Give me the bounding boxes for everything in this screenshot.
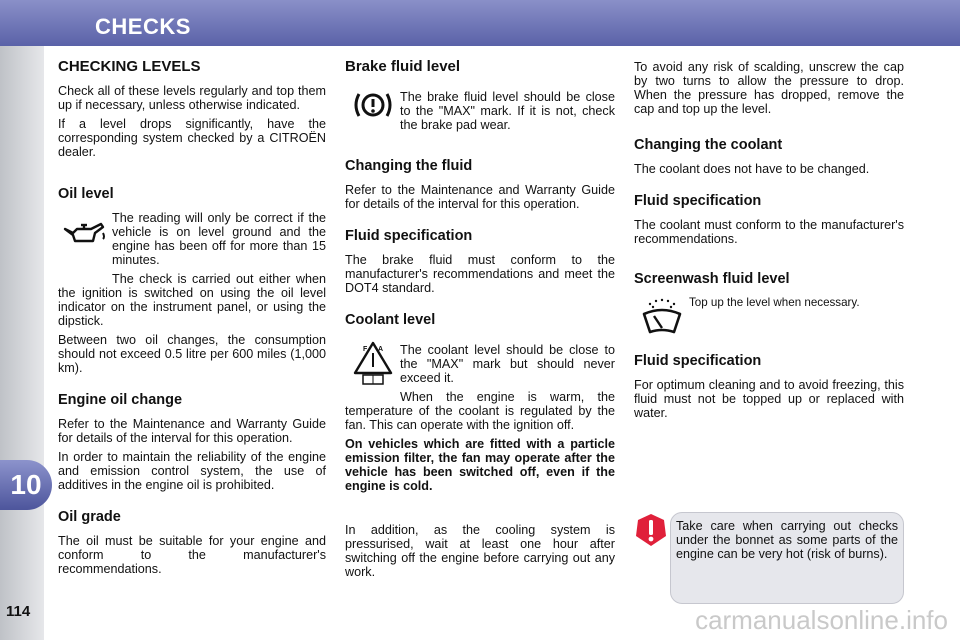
oil-level-paragraph-2: The check is carried out either when the ignition is switched on using the oil level indicator on the instrument panel, or using the dipstick.: [58, 272, 326, 328]
changing-fluid-paragraph: Refer to the Maintenance and Warranty Guide for details of the interval for this operation.: [345, 183, 615, 211]
chapter-tab: 10: [0, 460, 52, 510]
oil-level-paragraph-1: The reading will only be correct if the vehicle is on level ground and the engine has been off for more than 15 minutes.: [112, 211, 326, 267]
column-1: [58, 60, 326, 581]
oil-grade-paragraph: The oil must be suitable for your engine and conform to the manufacturer's recommendations.: [58, 534, 326, 576]
left-margin-band: [0, 46, 44, 640]
coolant-paragraph-2: When the engine is warm, the temperature of the coolant is regulated by the fan. This can operate with the ignition off.: [345, 390, 615, 432]
coolant-paragraph-1: The coolant level should be close to the "MAX" mark but should never exceed it.: [400, 343, 615, 385]
oil-level-paragraph-3: Between two oil changes, the consumption should not exceed 0.5 litre per 600 miles (1,000 km).: [58, 333, 326, 375]
engine-oil-paragraph-2: In order to maintain the reliability of the engine and emission control system, the use of additives in the engine oil is prohibited.: [58, 450, 326, 492]
brake-fluid-paragraph: The brake fluid level should be close to the "MAX" mark. If it is not, check the brake pad wear.: [400, 90, 615, 132]
watermark: carmanualsonline.info: [695, 605, 948, 635]
warning-text: Take care when carrying out checks under the bonnet as some parts of the engine can be very hot (risk of burns).: [676, 519, 898, 561]
scald-paragraph: To avoid any risk of scalding, unscrew the cap by two turns to allow the pressure to drop. When the pressure has dropped, remove the cap and top up the level.: [634, 60, 904, 116]
screenwash-spec-paragraph: For optimum cleaning and to avoid freezing, this fluid must not be topped up or replaced with water.: [634, 378, 904, 420]
column-2: [345, 60, 615, 584]
brake-fluid-spec-heading: Fluid specification: [345, 228, 473, 244]
page-header: [0, 0, 960, 46]
screenwash-block: [634, 296, 904, 338]
column-3: [634, 60, 904, 425]
oil-grade-heading: Oil grade: [58, 509, 121, 525]
coolant-bold-note: On vehicles which are fitted with a particle emission filter, the fan may operate after the vehicle has been switched off, even if the engine is cold.: [345, 437, 615, 493]
coolant-paragraph-3: In addition, as the cooling system is pressurised, wait at least one hour after switching off the engine before carrying out any work.: [345, 523, 615, 579]
engine-oil-change-heading: Engine oil change: [58, 392, 183, 408]
changing-coolant-paragraph: The coolant does not have to be changed.: [634, 162, 870, 176]
coolant-warning-icon: [345, 337, 400, 385]
oil-level-block: [58, 211, 326, 272]
brake-fluid-spec-paragraph: The brake fluid must conform to the manufacturer's recommendations and meet the DOT4 standard.: [345, 253, 615, 295]
checking-paragraph-1: Check all of these levels regularly and top them up if necessary, unless otherwise indicated.: [58, 84, 326, 112]
oil-can-icon: [58, 211, 112, 247]
page-title: CHECKS: [95, 14, 191, 39]
svg-text:F: F: [362, 346, 367, 353]
coolant-level-block: [345, 337, 615, 390]
screenwash-heading: Screenwash fluid level: [634, 271, 790, 287]
changing-coolant-heading: Changing the coolant: [634, 137, 783, 153]
checking-levels-heading: CHECKING LEVELS: [58, 58, 201, 75]
brake-fluid-block: [345, 84, 615, 137]
oil-level-heading: Oil level: [58, 186, 114, 202]
screenwash-icon: [634, 296, 689, 338]
page-number: 114: [6, 603, 31, 620]
checking-paragraph-2: If a level drops significantly, have the corresponding system checked by a CITROËN dealer.: [58, 117, 326, 159]
changing-fluid-heading: Changing the fluid: [345, 158, 473, 174]
svg-text:A: A: [377, 346, 383, 353]
coolant-level-heading: Coolant level: [345, 312, 436, 328]
exclamation-warning-icon: [634, 512, 668, 553]
coolant-spec-paragraph: The coolant must conform to the manufacturer's recommendations.: [634, 218, 904, 246]
brake-warning-icon: [345, 84, 400, 122]
brake-fluid-heading: Brake fluid level: [345, 58, 461, 75]
screenwash-paragraph: Top up the level when necessary.: [689, 296, 860, 309]
screenwash-spec-heading: Fluid specification: [634, 353, 762, 369]
engine-oil-paragraph-1: Refer to the Maintenance and Warranty Guide for details of the interval for this operation.: [58, 417, 326, 445]
coolant-spec-heading: Fluid specification: [634, 193, 762, 209]
